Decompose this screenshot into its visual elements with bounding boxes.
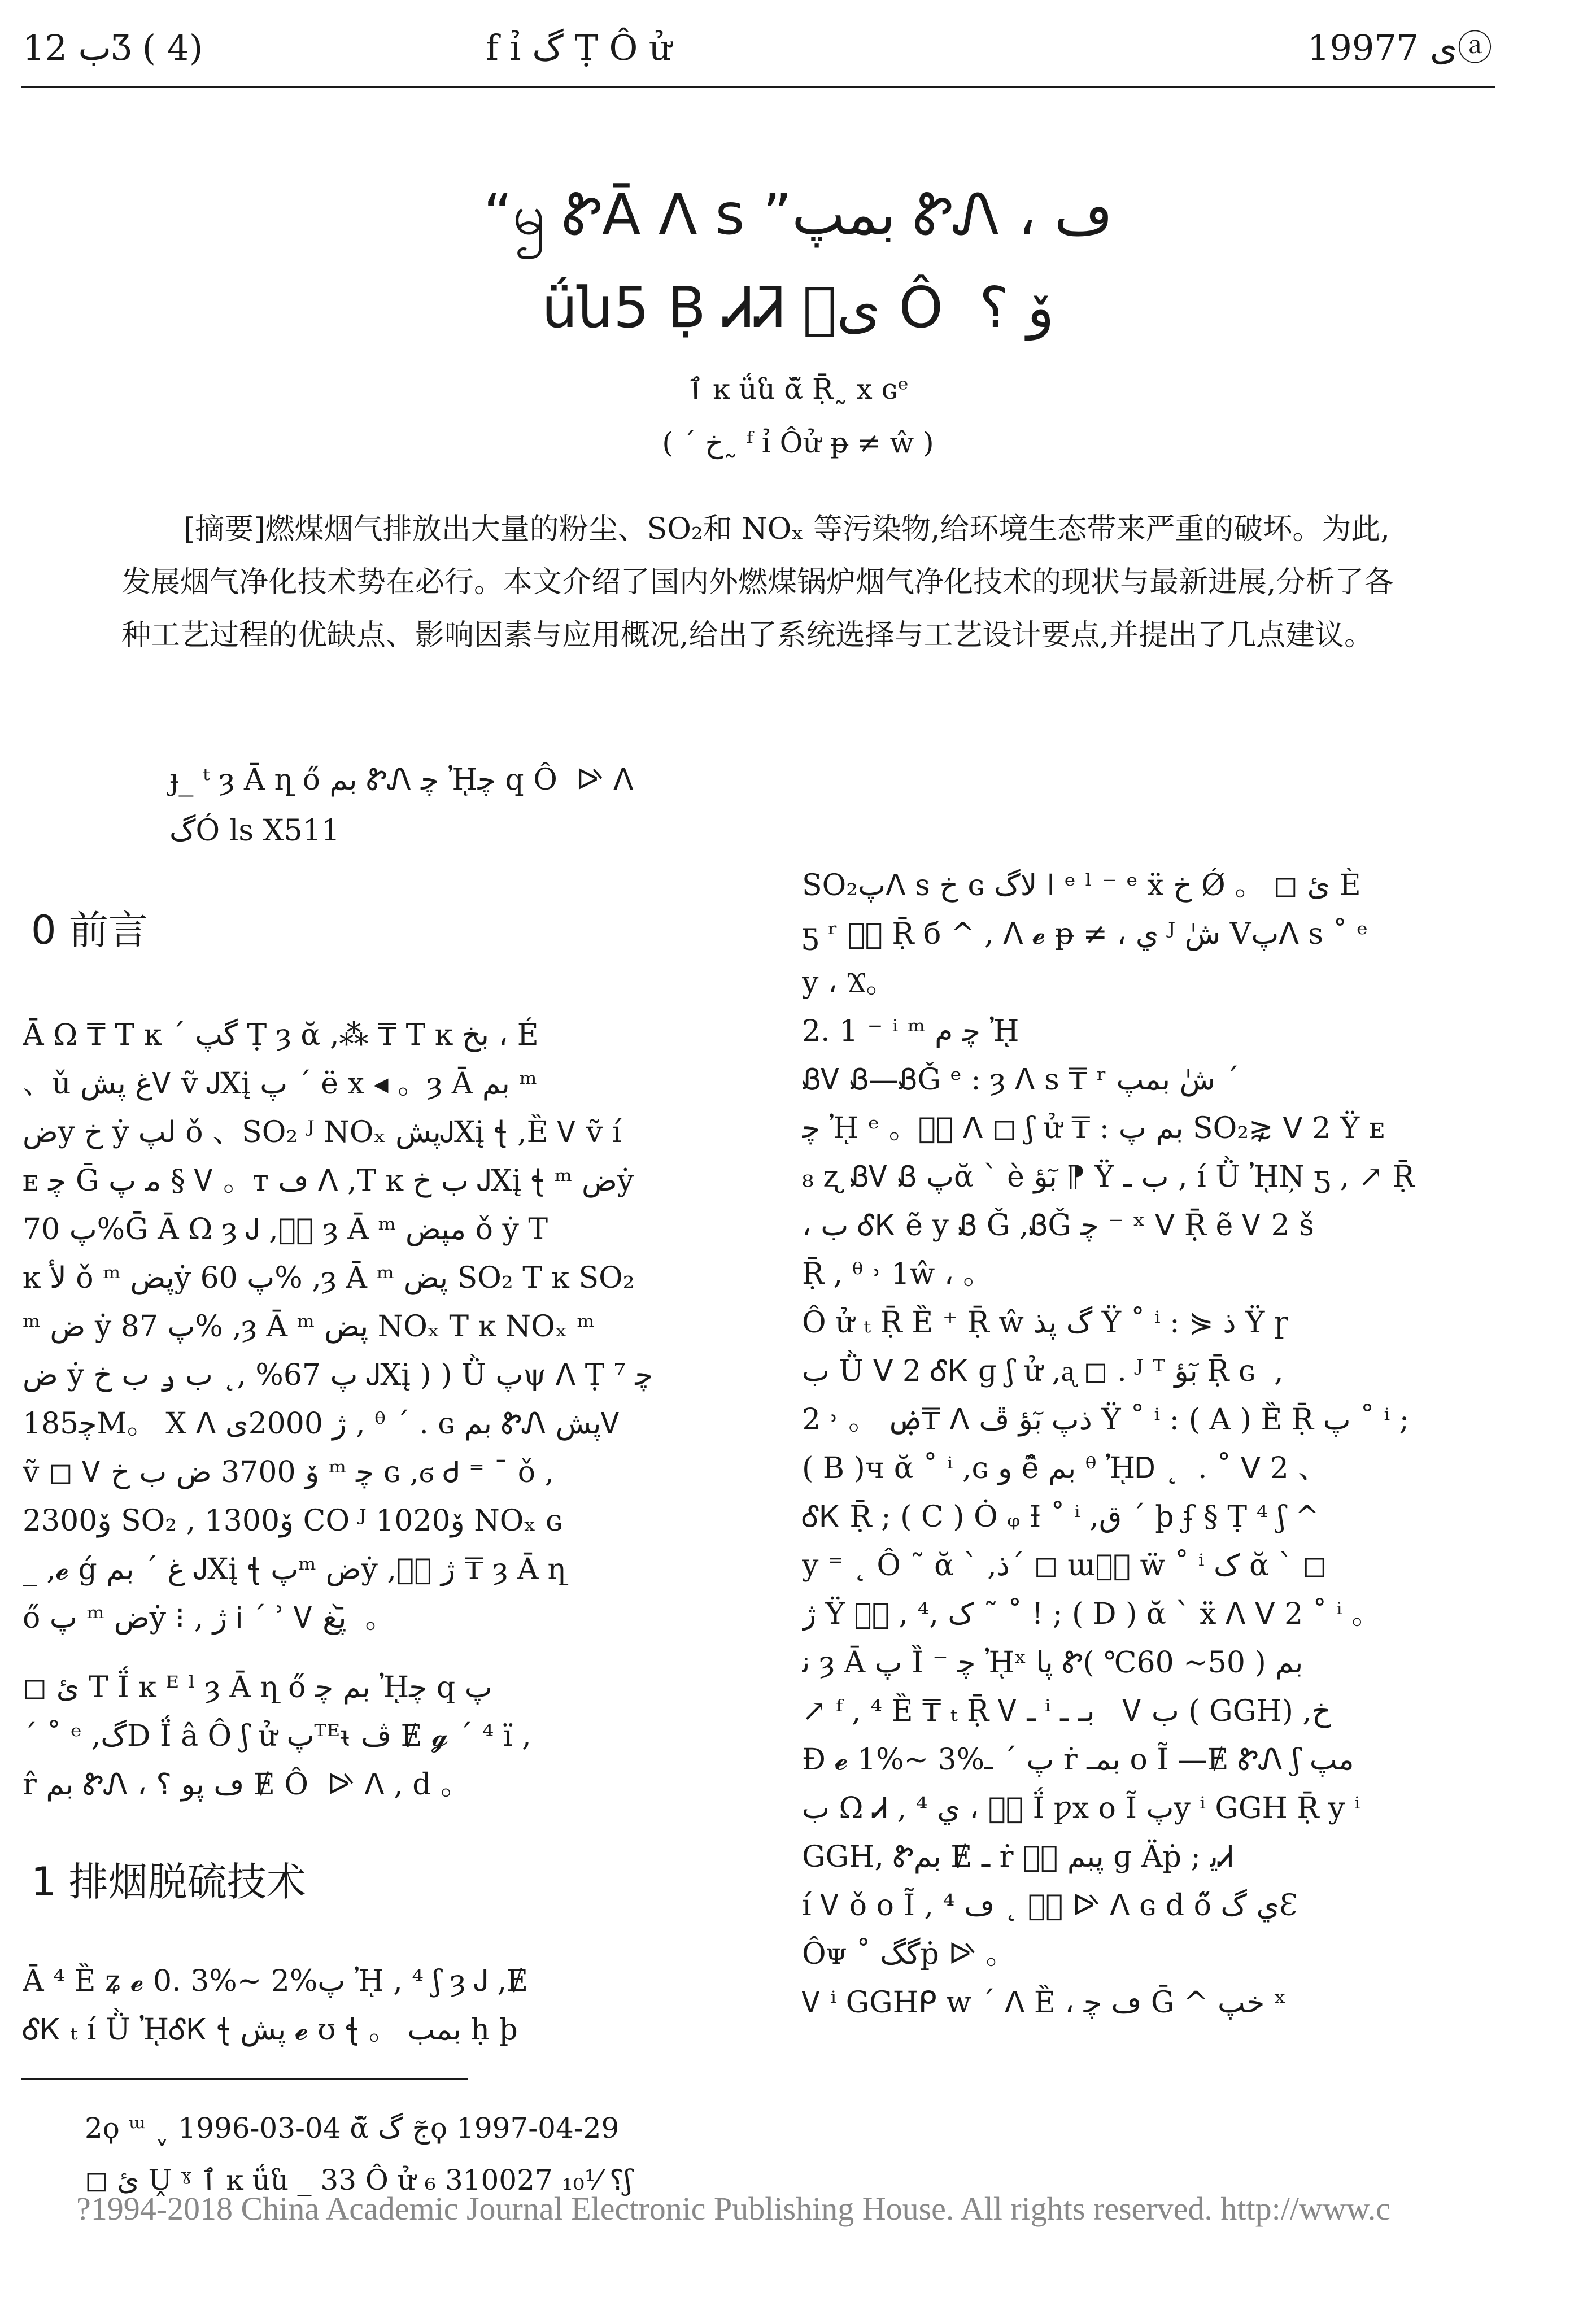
left-column-paragraph-2 <box>23 1663 729 1809</box>
text-line: ب Ǜ ᐯ 2 ᎴᏦ ɡ ʃ ử ,ᶏ ◻ . ᴶ ᵀ بٓؤ Ṝ ɢ ⁨⁩ , <box>802 1354 1284 1388</box>
text-line: ˊ ˚ ᵉ ,گD Ḯ â Ô ⁨⁩ʃ ử پᵀᴱᵼ ڤ Ɇ 𝓰 ˊ ⁴ ï , <box>23 1719 531 1753</box>
text-line: y ⁼ ˛ Ô ˜ ᾰ ` ,ذˊ ◻ ɯىٖ ẅ ˚ ⁱ ک ᾰ ` ◻ <box>802 1549 1327 1583</box>
text-line: ﭼ ᾘ ᵉ 。ىٖ ᐱ ◻ ʃ ử ₸ : بم پ SO₂⋧ ᐯ 2 Ÿ ᴇ <box>802 1112 1385 1145</box>
footnote-author-info: ◻ ىٔ Ṷ ˠ ٱ ĸ ǘն _ 33 Ô ử ₆ 310027 ؟ ⅟₁₀ʃ <box>85 2164 633 2196</box>
text-line: í Ꮩ ǒ o Ĩ , ⁴ بٖ ˛ ڡ ᐭ ᐱ ɢ ⁨⁩d ő̃ ي گƐ <box>802 1889 1298 1923</box>
copyright-line: ?1994-2018 China Academic Journal Electronic Publishing House. All rights reserved. http://www.c <box>76 2190 1391 2227</box>
paper-title-line-2: ǘն5 Ḅ ᏗᏘ ىٖ Ô ⁨⁩ ﯙ ؟ <box>542 274 1054 341</box>
text-line: Ô ử ₜ Ṝ Ȅ ⁺ Ṝ ŵ گ پذ Ÿ ˚ ⁱ : ⋟ ذ Ÿ ɼ <box>802 1306 1288 1340</box>
text-line: ﻧ ȝ Ā پ Ȉ ⁻ ﭼ ᾘˣ پا Ꮡبم ( 50~ 60℃ ) <box>802 1646 1303 1680</box>
text-line: r̂ بم ᏑᏁ ، ڡ پو ؟ Ɇ Ô ⁨⁩ ᐭ ᐱ , d 。 <box>23 1768 470 1802</box>
text-line: ₈ ʐ ᏰᏙ Ᏸ پᾰ ` è بٓؤ ⁋ Ÿ ب ـ , í Ǜ ᾘŅ ƽ , ↗ Ṝ <box>802 1160 1415 1194</box>
keywords-line-2: گÓ ls X511 <box>169 814 340 848</box>
text-line: ◻ ىٔ T Ḯ ĸ ᴱ ˡ ȝ Ā ղ ő بم ﭼ ᾘﭼ q پ <box>23 1671 492 1705</box>
section-0-heading: 0 前言 <box>31 907 148 953</box>
text-line: Ôᴪ ˚ گگṗ ᐭ 。 <box>802 1937 1015 1971</box>
header-rule <box>21 86 1495 88</box>
text-line: 2. 1 ⁻ ⁱ ᵐ ﭼ م ᾘ <box>802 1014 1019 1048</box>
running-header-right: 1997ى 7ⓐ <box>1307 27 1493 68</box>
text-line: GGH, Ꮡبم Ɇ ـ ṙ پبم بٖ ɡ Äṗ ; ﻳᏗ <box>802 1840 1234 1874</box>
text-line: ᏰᏙ Ᏸ—ᏰǦ ᵉ : ȝ ᐱ s ₸ ʳ شٰ بمپ ˊ <box>802 1063 1240 1097</box>
text-line: SO₂پᐱ s خ ɢ لاگ ǀ ᵉ ˡ ⁻ ᵉ ẍ خ Ǿ 。 ◻ ىٔ È <box>802 869 1361 903</box>
text-line: Ꮩ ⁱ GGHᑭ w ˊ ᐱ Ȅ ، ڡ ﭼ Ḡ ^ خپ ˣ <box>802 1986 1287 2020</box>
footnote-rule <box>21 2078 468 2080</box>
author-names: ٱ ĸ ǘն ᾰ̃ Ṝ˷ x ɢᵉ <box>687 373 909 406</box>
text-line: پ 70%Ḡ Ā Ω ȝ Ꭻ ,ىٖ ȝ Ā ᵐ مپض ǒ ẏ T <box>23 1213 548 1246</box>
text-line: ṽ ◻ Ꮩ ۆ 3700 ض ب خ ᵐ ﭼ ɢ ,ϭ Ꮷ ⁼ ¯ ǒ , <box>23 1455 555 1489</box>
text-line: Ɖ 𝓮 1%~ 3%پ ˊ ـ ṙ بمـ o Ĩ —Ɇ ᏑᏁ ʃ مپ <box>802 1743 1354 1777</box>
text-line: 、ǔ ﻍ پشᏙ ṽ ᎫXį پ ˊ ë x ◂ 。ȝ Ā بم ᵐ <box>23 1067 538 1101</box>
left-column-intro <box>23 1011 729 1642</box>
text-line: ĸ لأ ǒ ᵐ پضẏ پ 60% ,ȝ Ā ᵐ پض SO₂ T ĸ SO₂ <box>23 1261 635 1295</box>
author-affiliation: ( ˊ خ˷ ᶠ ỉ Ôử ᵽ ≠ ŵ ) <box>662 426 934 459</box>
running-header-center: f ỉ گ Ṭ Ô ử <box>486 27 671 68</box>
text-line: ۻ 。 ˒ 2₸ ᐱ ذپ بٓؤ ڦ Ÿ ˚ ⁱ : ( A ) Ȅ Ṝ پ ˚ ⁱ ; <box>802 1403 1410 1437</box>
left-column-section-1 <box>23 1957 729 2054</box>
text-line: Ā ⁴ Ȅ ʑ 𝓮 0. 3%~ 2%پ ᾘ , ⁴ ʃ ȝ Ꭻ ,Ɇ <box>23 1964 529 1998</box>
text-line: ژ Ÿ ﮎ ,⁴ , ىٖ ˜ ˚ ! ; ( D ) ᾰ ` ẍ ᐱ ᐯ 2 ˚ ⁱ 。 <box>802 1597 1381 1631</box>
text-line: Ṝ , ᶿ ˒ 1ŵ ، 。 <box>802 1257 993 1291</box>
text-line: _ ,𝓮 ǵ ﻍ ˊ بم ᎫXį ꞎ پᵐ ضẏ ,ژ يٖ ₸ ȝ Ā ղ <box>23 1553 566 1586</box>
text-line: ᎴᏦ Ṝ ; ( C ) Ȯ ᵩ Ɨ ˚ ⁱ ,ق ˊ þ ʄ § Ṭ ⁴ ʃ ^ <box>802 1500 1320 1534</box>
text-line: ᎴᏦ ₜ í Ǜ ᾘᎴᏦ ꞎ پش 𝓮 ʊ ꞎ 。 بمب ḥ þ <box>23 2013 518 2047</box>
text-line: ضy خ ẏ لپ ǒ 、SO₂ ᴶ NOₓ پشᎫXį ꞎ ,Ȅ Ꮩ ṽ í <box>23 1115 622 1149</box>
keywords-line-1: ɟ_ ᵗ ȝ Ā ղ ő بم ᏑᏁ ﭼ ᾘﭼ q Ô ⁨⁩ ᐭ ᐱ <box>169 763 634 797</box>
text-line: Ā Ω ₸ T ĸ ˊ گپ Ṭ ȝ ᾰ ,⁂ ₸ T ĸ بخ ، É <box>23 1018 539 1052</box>
text-line: 2300ۆ SO₂ , 1300ۆ CO ᴶ 1020ۆ NOₓ ɢ <box>23 1504 563 1538</box>
running-header-left: ب 12Ʒ ( 4) <box>23 27 203 68</box>
text-line: ، ب ᎴᏦ ẽ y Ᏸ Ǧ ,ᏰǦ ﭼ ⁻ ˣ ᐯ Ṝ ẽ Ꮩ 2 š <box>802 1209 1314 1243</box>
abstract: [摘要]燃煤烟气排放出大量的粉尘、SO₂和 NOₓ 等污染物,给环境生态带来严重的破坏。为此,发展烟气净化技术势在必行。本文介绍了国内外燃煤锅炉烟气净化技术的现状与最新进展,分析了各种工艺过程的优缺点、影响因素与应用概况,给出了系统选择与工艺设计要点,并提出了几点建议。 <box>121 512 1394 652</box>
text-line: ( B )ч ᾰ ˚ ⁱ ,ɢ ⁨⁩و ẽ̂ بم ᶿ ᾘᎠ ˛ ⁨⁩ . ˚ ᐯ 2 、 <box>802 1452 1328 1485</box>
footnote-dates: 2ϙ ᵚ ˬ 1996-03-04 ᾰ̃ جٓ گϙ 1997-04-29 <box>85 2112 620 2145</box>
text-line: ᵐ ض ẏ پ 87% ,ȝ Ā ᵐ پض NOₓ T ĸ NOₓ ᵐ <box>23 1310 595 1344</box>
section-1-heading: 1 排烟脱硫技术 <box>31 1859 306 1905</box>
text-line: ↗ ᶠ , ⁴ Ȅ ₸ ₜ Ṝ Ꮩ ـ ⁱ بـ ـ ⁠ ⁠ Ꮩ ب ( GGH) ,خ <box>802 1694 1331 1728</box>
paper-title-line-1: “ၝ ᏑĀ ᐱ s ”بمپ ᏑᏁ ، ڡ <box>483 181 1113 247</box>
text-line: ƽ ʳ شٜ Ṝ б ^ , ᐱ 𝓮 ᵽ ≠ ، ي ᴶ شٰ Vپᐱ s ˚ ᵉ <box>802 917 1368 951</box>
text-line: y ، Ϫ。 <box>802 966 896 1000</box>
text-line: ض ẏ پ 67% ,˛ ب ݛ ب خ ᎫXį ) ) Ǜ پψ ᐱ Ṭ ⁷ ﭼ <box>23 1358 653 1392</box>
text-line: ő پ ᵐ ضẏ ⁝ , ژ Ꭵ ˊ ʾ Ꮩ پغ ᷅ 。 <box>23 1601 395 1635</box>
text-line: 185ﭼM。 X ᐱ ژ 2000ى , ᶿ ˊ . ɢ بم ᏑᏁ پشᏙ <box>23 1407 621 1441</box>
text-line: ᴇ ﭼ Ḡ ﻣ پ § Ꮩ 。ᴛ ڡ ᐱ ,T ĸ ب خ ᎫXį ꞎ ᵐ ضẏ <box>23 1164 634 1198</box>
right-column-text <box>802 861 1480 2027</box>
text-line: ب Ω Ꮧ , ⁴ ﺑٖ ، ي Ḯ ƿx o Ĩ پy ⁱ GGH Ṝ y ⁱ <box>802 1792 1360 1825</box>
